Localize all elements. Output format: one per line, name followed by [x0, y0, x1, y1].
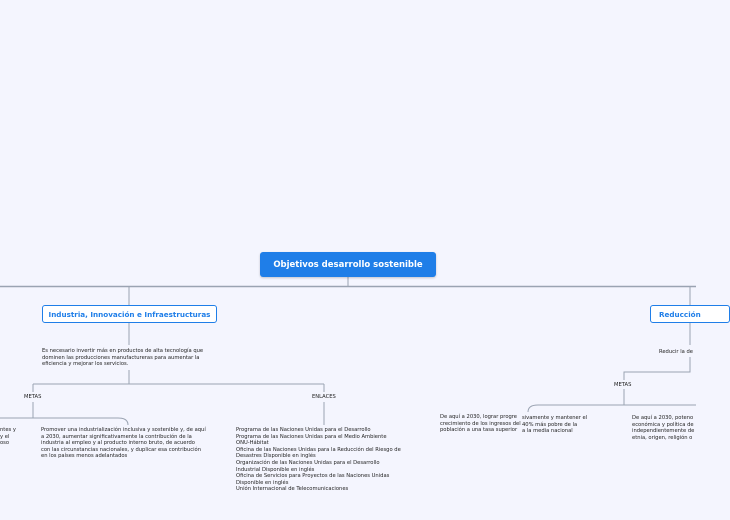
right-metas-branch [528, 389, 696, 412]
left-links-list[interactable]: Programa de las Naciones Unidas para el Desarrollo Programa de las Naciones Unidas para el Medio Ambiente ONU-Hábitat Oficina de las Naciones Unidas para la Reducción del Riesgo de Desastres Disponible en inglés Organización de las Naciones Unidas para el Desarrollo Industrial Disponible en inglés Oficina de Servicios para Proyectos de las Naciones Unidas Disponible en inglés Unión Internacional de Telecomunicaciones [236, 427, 401, 493]
left-meta-partial[interactable]: ntes y y el oso [0, 427, 16, 447]
topic-industria-label: Industria, Innovación e Infraestructuras [48, 309, 211, 319]
left-metas-branch [0, 402, 128, 425]
topic-industria[interactable] [42, 305, 217, 323]
root-node[interactable] [260, 252, 436, 277]
right-metas-label[interactable]: METAS [614, 382, 632, 388]
reduccion-intro[interactable]: Reducir la de [659, 349, 693, 355]
industria-intro[interactable]: Es necesario invertir más en productos de alta tecnología que dominen las producciones manufactureras para aumentar la eficiencia y mejorar los servicios. [42, 348, 204, 368]
right-metas-line [624, 357, 690, 380]
right-meta-3[interactable]: De aquí a 2030, poteno económica y política de independientemente de etnia, origen, religión o [632, 415, 695, 441]
topic-reduccion-label: Reducción [659, 309, 701, 319]
root-label: Objetivos desarrollo sostenible [273, 259, 423, 270]
right-meta-2[interactable]: sivamente y mantener el 40% más pobre de la a la media nacional [522, 415, 588, 435]
left-meta-text[interactable]: Promover una industrialización inclusiva y sostenible y, de aquí a 2030, aumentar significativamente la contribución de la industria al empleo y al producto interno bruto, de acuerdo con las circunstancias nacionales, y duplicar esa contribución en los países menos adelantados [41, 427, 206, 460]
topic-reduccion[interactable] [650, 305, 730, 323]
right-meta-1[interactable]: De aquí a 2030, lograr progre crecimiento de los ingresos del población a una tasa superior [440, 414, 521, 434]
left-metas-enlaces-line [33, 370, 324, 392]
left-enlaces-label[interactable]: ENLACES [312, 394, 336, 400]
left-metas-label[interactable]: METAS [24, 394, 42, 400]
